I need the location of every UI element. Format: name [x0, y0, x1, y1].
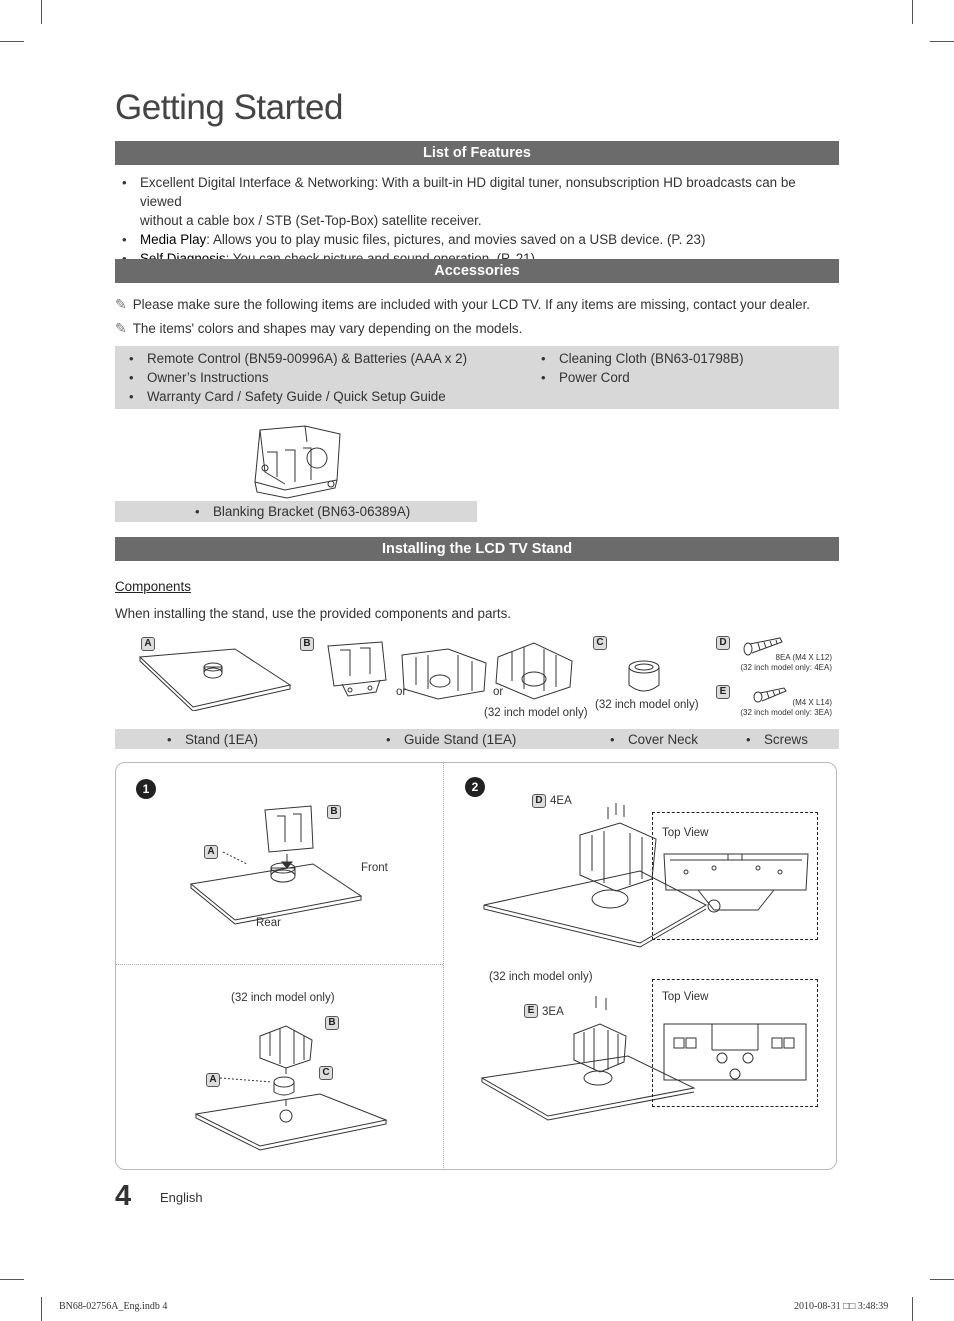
- feature-item: [115, 230, 839, 249]
- component-label-a: A: [141, 637, 155, 651]
- list-item: • Warranty Card / Safety Guide / Quick Setup Guide: [122, 387, 522, 406]
- crop-mark: [930, 1279, 954, 1280]
- crop-mark: [930, 41, 954, 42]
- model-note: (32 inch model only): [484, 707, 588, 719]
- step1-assembly-illustration: [185, 800, 365, 928]
- component-caption: [160, 730, 258, 749]
- crop-mark: [41, 0, 42, 24]
- caption-guide-stand: • Guide Stand (1EA): [379, 730, 516, 749]
- screw-e-size: (M4 X L14): [792, 698, 832, 707]
- component-label-b: B: [300, 637, 314, 651]
- note: [115, 320, 522, 337]
- step1-32-assembly-illustration: [190, 1020, 390, 1152]
- list-item: • Remote Control (BN59-00996A) & Batteries (AAA x 2): [122, 349, 522, 368]
- component-caption: [379, 730, 516, 749]
- feature-text: without a cable box / STB (Set-Top-Box) satellite receiver.: [140, 213, 482, 228]
- model-note: (32 inch model only): [595, 699, 699, 711]
- crop-mark: [912, 1297, 913, 1321]
- feature-item: [115, 173, 839, 230]
- step1b-label-a: A: [206, 1073, 220, 1087]
- screw-d-spec: [735, 653, 832, 673]
- accessories-list-left: [122, 349, 522, 406]
- step-1-badge: 1: [136, 779, 156, 799]
- top-view-illustration: [658, 850, 814, 922]
- feature-text: : Allows you to play music files, pictures, and movies saved on a USB device. (P. 23): [206, 232, 706, 247]
- feature-text: Excellent Digital Interface & Networking: With a built-in HD digital tuner, nonsubscription HD broadcasts can be viewed: [140, 175, 796, 209]
- cover-neck-illustration: [624, 657, 664, 697]
- accessories-list-right: [534, 349, 834, 387]
- qty-d: 4EA: [550, 795, 572, 807]
- top-view-32-illustration: [660, 1020, 810, 1090]
- list-item: • Power Cord: [534, 368, 834, 387]
- step2b-label-e: E: [524, 1004, 538, 1018]
- components-heading: Components: [115, 579, 191, 594]
- model-note: (32 inch model only): [231, 992, 335, 1004]
- component-caption: [603, 730, 698, 749]
- print-file-info: BN68-02756A_Eng.indb 4: [59, 1301, 168, 1312]
- screw-e-spec: [735, 698, 832, 718]
- step-2-badge: 2: [465, 777, 485, 797]
- component-label-c: C: [593, 636, 607, 650]
- model-note: (32 inch model only): [489, 971, 593, 983]
- crop-mark: [41, 1297, 42, 1321]
- note: [115, 296, 810, 313]
- stand-base-illustration: [135, 645, 295, 711]
- caption-stand: • Stand (1EA): [160, 730, 258, 749]
- list-item: • Cleaning Cloth (BN63-01798B): [534, 349, 834, 368]
- print-timestamp: 2010-08-31 □□ 3:48:39: [794, 1301, 889, 1312]
- step1-label-b: B: [327, 805, 341, 819]
- top-view-label: Top View: [662, 827, 709, 839]
- screw-d-size: 8EA (M4 X L12): [775, 653, 832, 662]
- component-label-d: D: [716, 636, 730, 650]
- guide-stand-alt-illustration: [398, 645, 490, 703]
- component-caption: [739, 730, 808, 749]
- pencil-note-icon: ✎: [115, 320, 127, 336]
- crop-mark: [0, 1279, 24, 1280]
- section-header-features: List of Features: [115, 141, 839, 165]
- step2-label-d: D: [532, 794, 546, 808]
- rear-label: Rear: [256, 917, 281, 929]
- caption-screws: • Screws: [739, 730, 808, 749]
- section-header-accessories: Accessories: [115, 259, 839, 283]
- section-header-stand: Installing the LCD TV Stand: [115, 537, 839, 561]
- note-text: Please make sure the following items are included with your LCD TV. If any items are missing, contact your dealer.: [132, 297, 811, 312]
- components-intro: When installing the stand, use the provided components and parts.: [115, 606, 512, 621]
- guide-stand-32-illustration: [488, 637, 578, 703]
- pencil-note-icon: ✎: [115, 296, 127, 312]
- or-label: or: [493, 686, 504, 698]
- step1b-label-b: B: [325, 1016, 339, 1030]
- caption-cover-neck: • Cover Neck: [603, 730, 698, 749]
- blanking-bracket-list: [188, 502, 468, 521]
- screw-d-qty: (32 inch model only: 4EA): [740, 663, 832, 672]
- note-text: The items' colors and shapes may vary depending on the models.: [132, 321, 523, 336]
- page-title: Getting Started: [115, 88, 343, 127]
- component-label-e: E: [716, 685, 730, 699]
- crop-mark: [912, 0, 913, 24]
- page-number: 4: [115, 1180, 132, 1212]
- front-label: Front: [361, 862, 388, 874]
- footer-language: English: [160, 1190, 203, 1205]
- list-item: • Blanking Bracket (BN63-06389A): [188, 502, 468, 521]
- feature-title: Media Play: [140, 232, 207, 247]
- blanking-bracket-illustration: [245, 422, 345, 500]
- crop-mark: [0, 41, 24, 42]
- screw-e-qty: (32 inch model only: 3EA): [740, 708, 832, 717]
- step1b-label-c: C: [319, 1066, 333, 1080]
- qty-e: 3EA: [542, 1006, 564, 1018]
- panel-divider-horizontal: [115, 964, 443, 965]
- panel-divider-vertical: [443, 762, 444, 1170]
- guide-stand-illustration: [320, 640, 400, 700]
- step1-label-a: A: [204, 845, 218, 859]
- features-list: [115, 173, 839, 268]
- top-view-label: Top View: [662, 991, 709, 1003]
- or-label: or: [396, 686, 407, 698]
- list-item: • Owner’s Instructions: [122, 368, 522, 387]
